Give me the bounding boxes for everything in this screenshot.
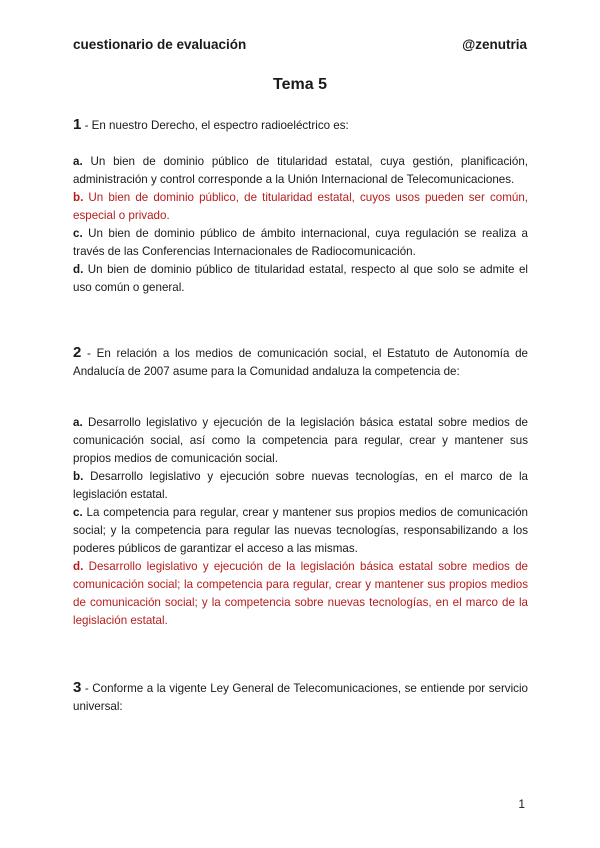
option-letter: d. bbox=[73, 560, 84, 573]
option-b-correct bbox=[73, 189, 528, 225]
option-letter: a. bbox=[73, 155, 83, 168]
question-1-options bbox=[73, 153, 528, 297]
option-letter: a. bbox=[73, 416, 83, 429]
question-2-options bbox=[73, 414, 528, 630]
option-text: La competencia para regular, crear y mantener sus propios medios de comunicación social; y la competencia para regular las nuevas tecnologías, responsabilizando a los poderes públicos de garantizar el acceso a las mismas. bbox=[73, 506, 528, 555]
question-text bbox=[73, 344, 528, 381]
question-number: 3 bbox=[73, 679, 82, 696]
question-text bbox=[73, 116, 528, 135]
question-prompt: - Conforme a la vigente Ley General de Telecomunicaciones, se entiende por servicio universal: bbox=[73, 682, 528, 713]
option-text: Desarrollo legislativo y ejecución de la legislación básica estatal sobre medios de comunicación social; la competencia para regular, crear y mantener sus propios medios de comunicación social; y la competencia sobre nuevas tecnologías, en el marco de la legislación estatal. bbox=[73, 560, 528, 627]
option-letter: b. bbox=[73, 191, 84, 204]
question-number: 2 bbox=[73, 344, 82, 361]
option-d bbox=[73, 261, 528, 297]
page-number: 1 bbox=[518, 797, 525, 811]
option-text: Desarrollo legislativo y ejecución de la legislación básica estatal sobre medios de comunicación social, así como la competencia para regular, crear y mantener sus propios medios de comunicación social. bbox=[73, 416, 528, 465]
option-text: Un bien de dominio público de ámbito internacional, cuya regulación se realiza a través de las Conferencias Internacionales de Radiocomunicación. bbox=[73, 227, 528, 258]
option-d-correct bbox=[73, 558, 528, 630]
option-text: Desarrollo legislativo y ejecución sobre nuevas tecnologías, en el marco de la legislación estatal. bbox=[73, 470, 528, 501]
question-1 bbox=[73, 116, 528, 135]
page-title: Tema 5 bbox=[273, 76, 327, 93]
option-letter: c. bbox=[73, 227, 83, 240]
option-c bbox=[73, 225, 528, 261]
option-text: Un bien de dominio público de titularidad estatal, cuya gestión, planificación, administración y control corresponde a la Unión Internacional de Telecomunicaciones. bbox=[73, 155, 528, 186]
question-2 bbox=[73, 344, 528, 381]
header-handle: @zenutria bbox=[462, 37, 527, 52]
option-text: Un bien de dominio público de titularidad estatal, respecto al que solo se admite el uso común o general. bbox=[73, 263, 528, 294]
option-a bbox=[73, 414, 528, 468]
question-3 bbox=[73, 679, 528, 716]
option-a bbox=[73, 153, 528, 189]
option-b bbox=[73, 468, 528, 504]
option-text: Un bien de dominio público, de titularidad estatal, cuyos usos pueden ser común, especial o privado. bbox=[73, 191, 528, 222]
option-letter: d. bbox=[73, 263, 84, 276]
page-header bbox=[73, 37, 527, 57]
option-letter: c. bbox=[73, 506, 83, 519]
question-prompt: - En relación a los medios de comunicación social, el Estatuto de Autonomía de Andalucía de 2007 asume para la Comunidad andaluza la competencia de: bbox=[73, 347, 528, 378]
option-letter: b. bbox=[73, 470, 84, 483]
question-number: 1 bbox=[73, 116, 82, 133]
option-c bbox=[73, 504, 528, 558]
header-title: cuestionario de evaluación bbox=[73, 37, 247, 52]
question-text bbox=[73, 679, 528, 716]
question-prompt: - En nuestro Derecho, el espectro radioeléctrico es: bbox=[81, 119, 349, 132]
